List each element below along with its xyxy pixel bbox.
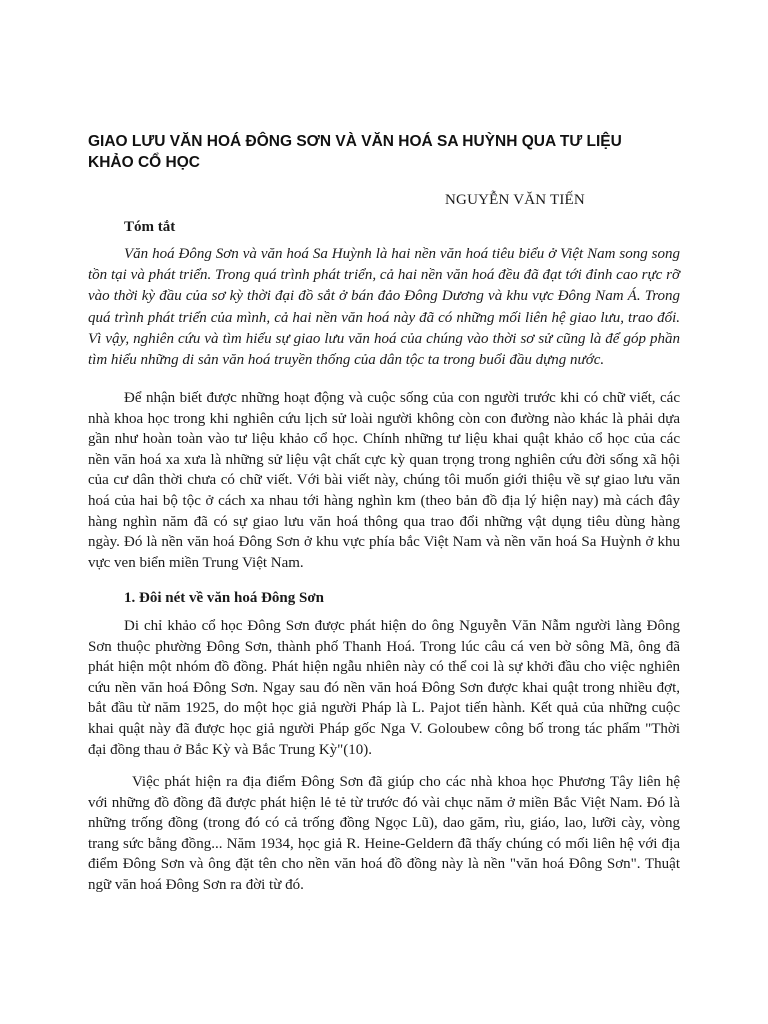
document-title: GIAO LƯU VĂN HOÁ ĐÔNG SƠN VÀ VĂN HOÁ SA HUỲNH QUA TƯ LIỆU KHẢO CỔ HỌC	[88, 133, 622, 171]
section-heading: 1. Đôi nét về văn hoá Đông Sơn	[124, 590, 325, 606]
abstract-text: Văn hoá Đông Sơn và văn hoá Sa Huỳnh là hai nền văn hoá tiêu biểu ở Việt Nam song song tồn tại và phát triển. Trong quá trình phát triển, cả hai nền văn hoá đều đã đạt tới đỉnh cao rực rỡ vào thời kỳ đầu của sơ kỳ thời đại đồ sắt ở bán đảo Đông Dương và khu vực Đông Nam Á. Trong quá trình phát triển của mình, cả hai nền văn hoá này đã có những mối liên hệ giao lưu, trao đổi. Vì vậy, nghiên cứu và tìm hiểu sự giao lưu văn hoá của chúng vào thời sơ sử cũng là để góp phần tìm hiểu những di sản văn hoá truyền thống của dân tộc ta trong buổi đầu dựng nước.	[88, 246, 680, 369]
abstract-heading: Tóm tắt	[124, 219, 176, 235]
section-paragraph: Việc phát hiện ra địa điểm Đông Sơn đã giúp cho các nhà khoa học Phương Tây liên hệ với những đồ đồng đã được phát hiện lẻ tẻ từ trước đó vài chục năm ở miền Bắc Việt Nam. Đó là những trống đồng (trong đó có cả trống đồng Ngọc Lũ), dao găm, rìu, giáo, lao, lưỡi cày, vòng trang sức bằng đồng... Năm 1934, học giả R. Heine-Geldern đã thấy chúng có mối liên hệ với địa điểm Đông Sơn và ông đặt tên cho nền văn hoá đồ đồng này là nền "văn hoá Đông Sơn". Thuật ngữ văn hoá Đông Sơn ra đời từ đó.	[88, 774, 680, 893]
author-name: NGUYỄN VĂN TIẾN	[445, 192, 585, 208]
intro-paragraph: Để nhận biết được những hoạt động và cuộc sống của con người trước khi có chữ viết, các nhà khoa học trong khi nghiên cứu lịch sử loài người không còn con đường nào khác là phải dựa gần như hoàn toàn vào tư liệu khảo cổ học. Chính những tư liệu khai quật khảo cổ học của các nền văn hoá xa xưa là những sử liệu vật chất cực kỳ quan trọng trong nghiên cứu đời sống xã hội của cư dân thời chưa có chữ viết. Với bài viết này, chúng tôi muốn giới thiệu về sự giao lưu văn hoá của hai bộ tộc ở cách xa nhau tới hàng nghìn km (theo bản đồ địa lý hiện nay) mà cách đây hàng nghìn năm đã có sự giao lưu văn hoá thông qua trao đổi những vật dụng tiêu dùng hàng ngày. Đó là nền văn hoá Đông Sơn ở khu vực phía bắc Việt Nam và nền văn hoá Sa Huỳnh ở khu vực ven biển miền Trung Việt Nam.	[88, 390, 680, 571]
section-paragraph: Di chỉ khảo cổ học Đông Sơn được phát hiện do ông Nguyễn Văn Nẫm người làng Đông Sơn thuộc phường Đông Sơn, thành phố Thanh Hoá. Trong lúc câu cá ven bờ sông Mã, ông đã phát hiện một nhóm đồ đồng. Phát hiện ngẫu nhiên này có thể coi là sự khởi đầu cho việc nghiên cứu nền văn hoá Đông Sơn. Ngay sau đó nền văn hoá Đông Sơn được khai quật trong nhiều đợt, bắt đầu từ năm 1925, do một học giả người Pháp là L. Pajot tiến hành. Kết quả của những cuộc khai quật này đã được học giả người Pháp gốc Nga V. Goloubew công bố trong tác phẩm "Thời đại đồng thau ở Bắc Kỳ và Bắc Trung Kỳ"(10).	[88, 618, 680, 758]
